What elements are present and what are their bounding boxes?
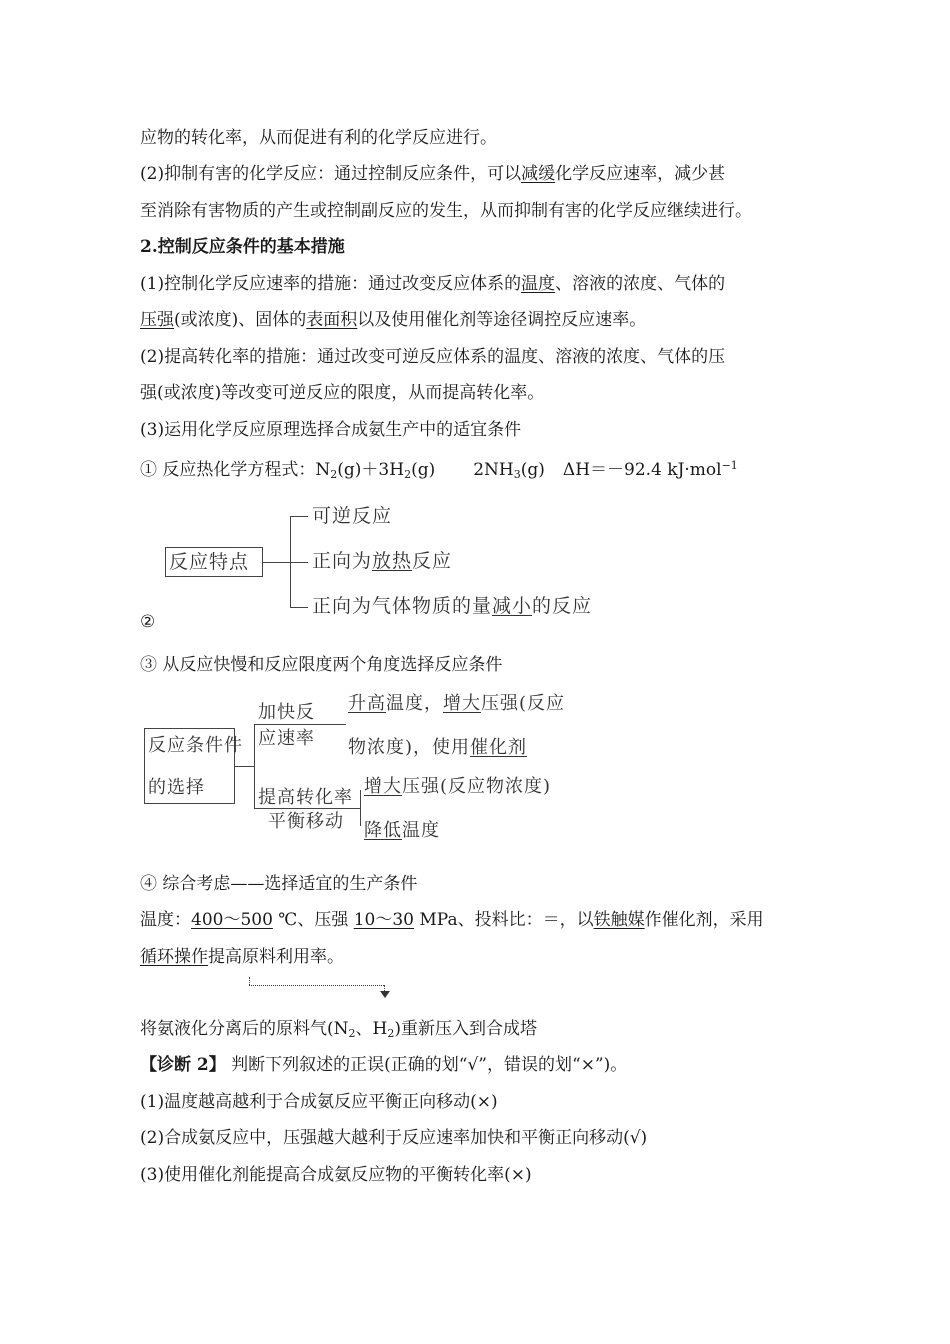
equation-line xyxy=(140,455,738,486)
text: ③ 从反应快慢和反应限度两个角度选择反应条件 xyxy=(140,655,503,675)
text: ΔH＝－92.4 kJ·mol xyxy=(562,460,722,480)
question-line xyxy=(140,1164,532,1186)
connector-line xyxy=(290,516,308,517)
paragraph-line: 循环操作提高原料利用率。 xyxy=(140,947,344,967)
fill-blank: 表面积 xyxy=(306,310,358,330)
text: ② xyxy=(140,612,156,632)
connector-line xyxy=(263,562,291,563)
subscript: 2 xyxy=(404,468,412,481)
text: (g) xyxy=(520,460,545,480)
text: 2.控制反应条件的基本措施 xyxy=(140,237,345,257)
subscript: 2 xyxy=(330,468,338,481)
item-marker xyxy=(140,611,155,633)
text: (2)合成氨反应中，压强越大越利于反应速率加快和平衡正向移动(√) xyxy=(140,1128,648,1148)
text: 至消除有害物质的产生或控制副反应的发生，从而抑制有害的化学反应继续进行。 xyxy=(140,201,752,221)
subscript: 3 xyxy=(513,468,521,481)
label: 平衡移动 xyxy=(268,811,344,832)
paragraph-line xyxy=(140,200,752,222)
fill-blank: 温度 xyxy=(521,274,556,294)
connector-line xyxy=(254,724,346,725)
box-label: 的选择 xyxy=(148,777,205,798)
fill-blank: 400～500 xyxy=(191,910,273,930)
text: (3)使用催化剂能提高合成氨反应物的平衡转化率(×) xyxy=(140,1165,532,1185)
text: 应物的转化率，从而促进有利的化学反应进行。 xyxy=(140,128,497,148)
arrow-head-icon xyxy=(380,991,390,998)
diagnosis-heading xyxy=(140,1054,627,1076)
text: (1)温度越高越利于合成氨反应平衡正向移动(×) xyxy=(140,1092,498,1112)
bracket-line xyxy=(360,790,361,826)
label: 提高转化率 xyxy=(258,787,353,808)
text: 强(或浓度)等改变可逆反应的限度，从而提高转化率。 xyxy=(140,383,545,403)
text: 以及使用催化剂等途径调控反应速率。 xyxy=(357,310,647,330)
diagram-box xyxy=(144,728,243,804)
branch-label: 降低温度 xyxy=(364,820,440,841)
connector-line xyxy=(290,562,308,563)
diagnosis-tag: 【诊断 2】 xyxy=(140,1055,226,1075)
fill-blank: 减小 xyxy=(492,595,533,617)
text: (1)控制化学反应速率的措施：通过改变反应体系的 xyxy=(140,274,522,294)
connector-line xyxy=(235,766,255,767)
fill-blank: 循环操作 xyxy=(140,947,208,967)
fill-blank: 减缓 xyxy=(521,164,556,184)
bracket-line xyxy=(254,724,255,808)
paragraph-line xyxy=(140,873,417,895)
question-line xyxy=(140,1091,498,1113)
text: (g) xyxy=(411,460,436,480)
paragraph-line xyxy=(140,419,521,441)
fill-blank: 压强 xyxy=(140,310,174,330)
paragraph-line: 将氨液化分离后的原料气($N_2$、$H_2$)重新压入到合成塔 xyxy=(140,1019,537,1040)
text: 化学反应速率，减少甚 xyxy=(555,164,726,184)
question-line xyxy=(140,1127,647,1149)
arrow-segment xyxy=(249,985,384,986)
paragraph-line xyxy=(140,346,725,368)
paragraph-line xyxy=(140,309,646,331)
text: ④ 综合考虑——选择适宜的生产条件 xyxy=(140,874,418,894)
branch-label: 正向为放热反应 xyxy=(312,550,453,572)
text: (3)运用化学反应原理选择合成氨生产中的适宜条件 xyxy=(140,420,522,440)
diagram-box xyxy=(165,547,263,577)
branch-label: 增大压强(反应物浓度) xyxy=(364,776,552,797)
text: 、溶液的浓度、气体的 xyxy=(555,274,726,294)
label: 加快反 xyxy=(258,702,315,723)
paragraph-line xyxy=(140,654,502,676)
text: (g)＋3H xyxy=(337,460,405,480)
paragraph-line xyxy=(140,163,725,185)
box-label: 反应条件件 xyxy=(148,735,243,756)
text: (或浓度)、固体的 xyxy=(174,310,307,330)
arrow-segment xyxy=(249,977,250,985)
text: (2)抑制有害的化学反应：通过控制反应条件，可以 xyxy=(140,164,522,184)
paragraph-line xyxy=(140,382,544,404)
paragraph-line xyxy=(140,273,725,295)
connector-line xyxy=(290,607,308,608)
fill-blank: 放热 xyxy=(372,550,413,572)
section-heading xyxy=(140,236,345,258)
box-label: 反应特点 xyxy=(169,551,250,573)
branch-label: 可逆反应 xyxy=(312,505,393,527)
label: 应速率 xyxy=(258,728,315,749)
text: (2)提高转化率的措施：通过改变可逆反应体系的温度、溶液的浓度、气体的压 xyxy=(140,347,726,367)
branch-label: 物浓度)，使用催化剂 xyxy=(348,737,528,758)
fill-blank: 10～30 xyxy=(353,910,414,930)
branch-label: 正向为气体物质的量减小的反应 xyxy=(312,595,593,617)
paragraph-line: 温度：400～500 ℃、压强 10～30 MPa、投料比：＝，以铁触媒作催化剂，采用 xyxy=(140,910,764,930)
text: 2NH xyxy=(473,460,514,480)
fill-blank: 铁触媒 xyxy=(593,910,645,930)
superscript: −1 xyxy=(721,459,738,472)
text: 判断下列叙述的正误(正确的划“√”，错误的划“×”)。 xyxy=(225,1055,628,1075)
text: ① 反应热化学方程式：N xyxy=(140,460,331,480)
connector-line xyxy=(254,808,360,809)
branch-label: 升高温度，增大压强(反应 xyxy=(348,693,566,714)
paragraph-line xyxy=(140,127,497,149)
